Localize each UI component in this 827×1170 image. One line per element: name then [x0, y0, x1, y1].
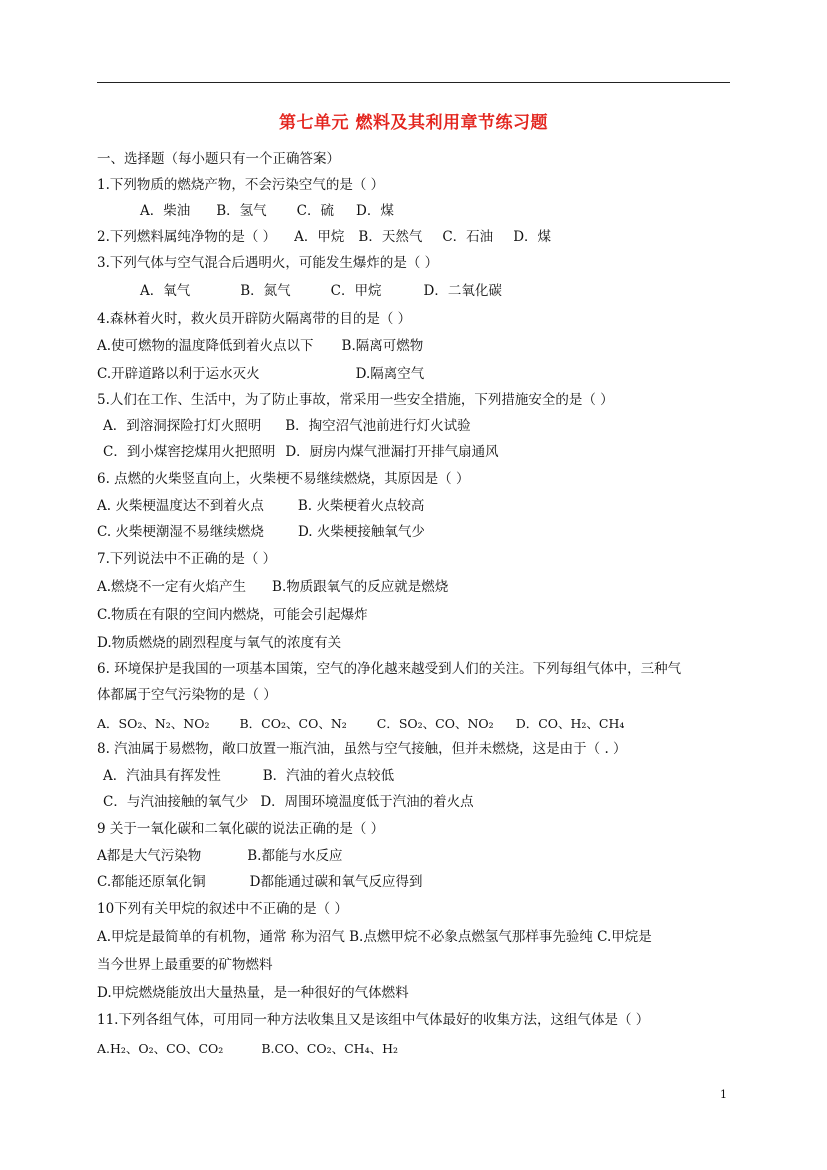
- option-b: B．汽油的着火点较低: [262, 768, 395, 784]
- option-c: C.都能还原氧化铜: [97, 874, 206, 890]
- question-11-options-ab: [97, 1040, 398, 1058]
- question-11: 11.下列各组气体，可用同一种方法收集且又是该组中气体最好的收集方法，这组气体是（ ）: [97, 1012, 650, 1028]
- question-3-options: [140, 282, 502, 300]
- option-b: B．CO₂、CO、N₂: [239, 716, 347, 731]
- option-d: D．二氧化碳: [423, 283, 502, 299]
- question-9: 9 关于一氧化碳和二氧化碳的说法正确的是（ ）: [97, 821, 385, 837]
- question-2: [97, 228, 551, 246]
- option-a: A．甲烷: [294, 229, 345, 245]
- option-c: C. 火柴梗潮湿不易继续燃烧: [97, 524, 264, 540]
- option-b: B.隔离可燃物: [341, 338, 424, 354]
- option-b: B．氢气: [216, 203, 267, 219]
- option-b: B. 火柴梗着火点较高: [297, 498, 425, 514]
- option-c: C.开辟道路以利于运水灭火: [97, 366, 260, 382]
- option-b: B.CO、CO₂、CH₄、H₂: [261, 1041, 398, 1056]
- option-a: A．氧气: [140, 283, 191, 299]
- option-b: B.都能与水反应: [247, 848, 343, 864]
- option-b: B．天然气: [358, 229, 423, 245]
- question-9-options-cd: [97, 873, 422, 891]
- option-b: B．掏空沼气池前进行灯火试验: [285, 418, 471, 434]
- question-10-line-2: 当今世界上最重要的矿物燃料: [97, 957, 273, 973]
- question-4-options-ab: [97, 337, 423, 355]
- question-3: 3.下列气体与空气混合后遇明火，可能发生爆炸的是（ ）: [97, 255, 439, 271]
- question-7-option-c: C.物质在有限的空间内燃烧，可能会引起爆炸: [97, 607, 368, 623]
- question-10: 10下列有关甲烷的叙述中不正确的是（ ）: [97, 901, 348, 917]
- question-8-options-ab: [103, 767, 394, 785]
- option-d: D．CO、H₂、CH₄: [515, 716, 625, 731]
- question-1: 1.下列物质的燃烧产物，不会污染空气的是（ ）: [97, 177, 385, 193]
- question-6b-line-1: 6. 环境保护是我国的一项基本国策，空气的净化越来越受到人们的关注。下列每组气体中，三种气: [97, 661, 682, 677]
- question-6b-options: [97, 715, 624, 733]
- question-10-line-1: A.甲烷是最简单的有机物，通常 称为沼气 B.点燃甲烷不必象点燃氢气那样事先验纯 C.甲烷是: [97, 929, 652, 945]
- option-d: D．厨房内煤气泄漏打开排气扇通风: [285, 444, 499, 460]
- question-8: 8. 汽油属于易燃物，敞口放置一瓶汽油，虽然与空气接触，但并未燃烧，这是由于（ . ）: [97, 741, 627, 757]
- question-9-options-ab: [97, 847, 342, 865]
- option-a: A．到溶洞探险打灯火照明: [103, 418, 262, 434]
- option-d: D．周围环境温度低于汽油的着火点: [260, 794, 474, 810]
- question-10-line-3: D.甲烷燃烧能放出大量热量，是一种很好的气体燃料: [97, 985, 409, 1001]
- question-5-options-cd: [103, 443, 499, 461]
- question-6-options-cd: [97, 523, 425, 541]
- option-a: A.燃烧不一定有火焰产生: [97, 579, 247, 595]
- question-8-options-cd: [103, 793, 474, 811]
- option-a: A. 火柴梗温度达不到着火点: [97, 498, 264, 514]
- question-6: 6. 点燃的火柴竖直向上，火柴梗不易继续燃烧，其原因是（ ）: [97, 471, 470, 487]
- question-4-options-cd: [97, 365, 424, 383]
- option-c: C．与汽油接触的氧气少: [103, 794, 249, 810]
- option-a: A．柴油: [140, 203, 191, 219]
- question-5: 5.人们在工作、生活中，为了防止事故，常采用一些安全措施，下列措施安全的是（ ）: [97, 392, 614, 408]
- page-number: 1: [720, 1088, 727, 1101]
- question-7-option-d: D.物质燃烧的剧烈程度与氧气的浓度有关: [97, 635, 342, 651]
- option-a: A都是大气污染物: [97, 848, 202, 864]
- question-5-options-ab: [103, 417, 471, 435]
- option-a: A．汽油具有挥发性: [103, 768, 221, 784]
- question-7-options-ab: [97, 578, 448, 596]
- page-title: 第七单元 燃料及其利用章节练习题: [279, 113, 548, 133]
- option-a: A.使可燃物的温度降低到着火点以下: [97, 338, 314, 354]
- option-d: D都能通过碳和氧气反应得到: [249, 874, 423, 890]
- question-7: 7.下列说法中不正确的是（ ）: [97, 551, 277, 567]
- question-1-options: [140, 202, 394, 220]
- option-b: B.物质跟氧气的反应就是燃烧: [272, 579, 449, 595]
- option-d: D. 火柴梗接触氧气少: [297, 524, 425, 540]
- option-c: C．SO₂、CO、NO₂: [376, 716, 494, 731]
- option-d: D.隔离空气: [355, 366, 425, 382]
- option-a: A.H₂、O₂、CO、CO₂: [97, 1041, 224, 1056]
- question-6b-line-2: 体都属于空气污染物的是（ ）: [97, 687, 277, 703]
- header-rule: [97, 82, 730, 83]
- option-c: C．硫: [296, 203, 335, 219]
- option-d: D．煤: [513, 229, 552, 245]
- option-c: C．甲烷: [330, 283, 382, 299]
- question-4: 4.森林着火时，救火员开辟防火隔离带的目的是（ ）: [97, 311, 412, 327]
- section-heading: 一、选择题（每小题只有一个正确答案）: [97, 151, 340, 167]
- option-a: A．SO₂、N₂、NO₂: [97, 716, 210, 731]
- option-b: B．氮气: [240, 283, 291, 299]
- option-c: C．到小煤窖挖煤用火把照明: [103, 444, 276, 460]
- question-2-stem: 2.下列燃料属纯净物的是（ ）: [97, 229, 277, 245]
- question-6-options-ab: [97, 497, 424, 515]
- option-c: C．石油: [442, 229, 494, 245]
- option-d: D．煤: [356, 203, 394, 219]
